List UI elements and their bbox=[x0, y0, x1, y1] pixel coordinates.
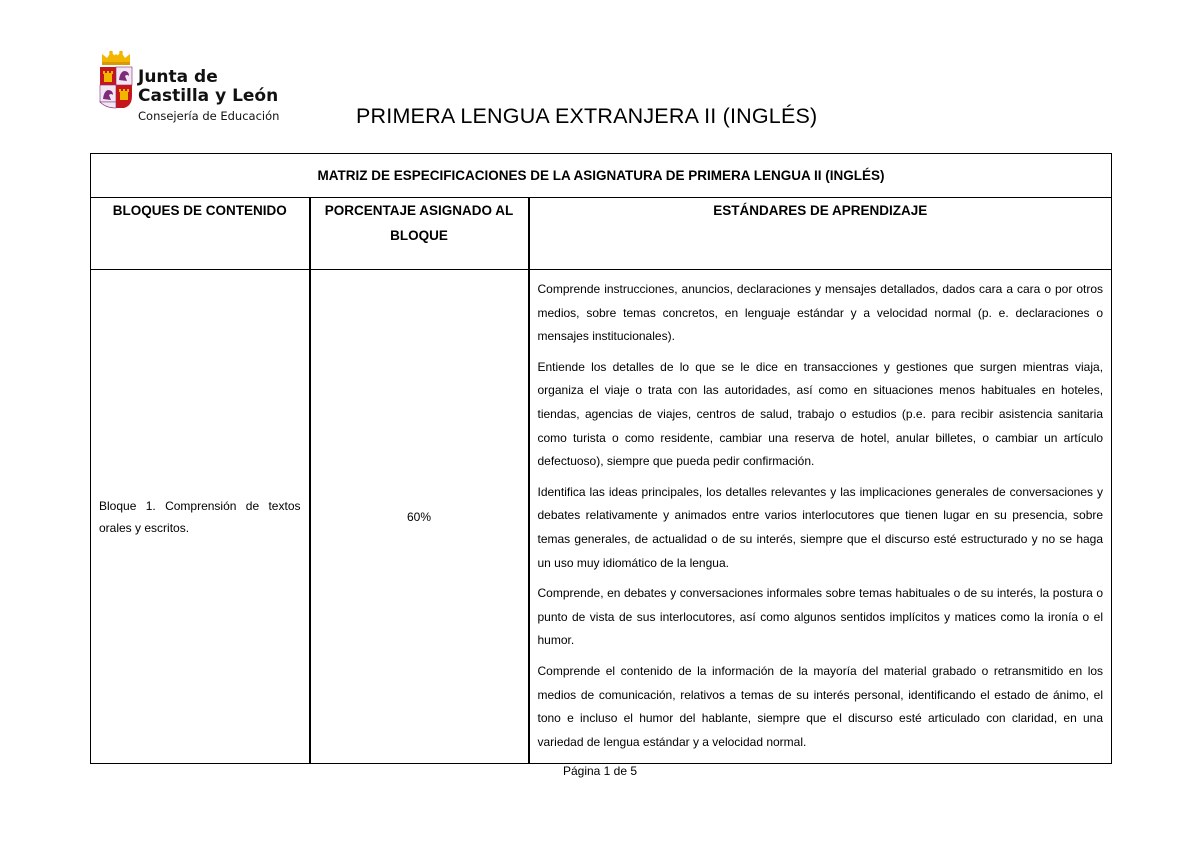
table-row bbox=[91, 270, 1112, 764]
column-header-percentage: PORCENTAJE ASIGNADO AL BLOQUE bbox=[310, 198, 529, 270]
column-header-standards: ESTÁNDARES DE APRENDIZAJE bbox=[529, 198, 1112, 270]
standard-item: Entiende los detalles de lo que se le dice en transacciones y gestiones que surgen mientras viaja, organiza el viaje o trata con las autoridades, así como en situaciones menos habituales en hoteles, tiendas, agencias de viajes, centros de salud, trabajo o estudios (p.e. para recibir asistencia sanitaria como turista o como residente, cambiar una reserva de hotel, anular billetes, o cambiar un artículo defectuoso), siempre que pueda pedir confirmación. bbox=[537, 359, 1104, 469]
standards-cell bbox=[529, 270, 1112, 764]
specifications-matrix bbox=[90, 153, 1112, 764]
logo-line-2: Castilla y León bbox=[138, 86, 279, 106]
block-cell: Bloque 1. Comprensión de textos orales y escritos. bbox=[91, 270, 310, 764]
standard-item: Comprende el contenido de la información de la mayoría del material grabado o retransmitido en los medios de comunicación, relativos a temas de su interés personal, identificando el estado de ánimo, el tono e incluso el humor del hablante, siempre que el discurso esté articulado con claridad, en una variedad de lengua estándar y a velocidad normal. bbox=[537, 663, 1104, 749]
standard-item: Comprende instrucciones, anuncios, declaraciones y mensajes detallados, dados cara a cara o por otros medios, sobre temas concretos, en lenguaje estándar y a velocidad normal (p. e. declaraciones o mensajes institucionales). bbox=[537, 282, 1104, 344]
coat-of-arms-icon bbox=[96, 50, 136, 114]
matrix-title: MATRIZ DE ESPECIFICACIONES DE LA ASIGNATURA DE PRIMERA LENGUA II (INGLÉS) bbox=[91, 154, 1112, 198]
standard-item: Comprende, en debates y conversaciones informales sobre temas habituales o de su interés, la postura o punto de vista de sus interlocutores, así como algunos sentidos implícitos y matices como la ironía o el humor. bbox=[537, 586, 1104, 648]
logo-line-1: Junta de bbox=[138, 67, 218, 87]
standard-item: Identifica las ideas principales, los detalles relevantes y las implicaciones generales de conversaciones y debates relativamente y animados entre varios interlocutores que tienen lugar en su presencia, sobre temas generales, de actualidad o de su interés, siempre que el discurso esté estructurado y no se haga un uso muy idiomático de la lengua. bbox=[537, 484, 1104, 570]
page-number: Página 1 de 5 bbox=[562, 764, 638, 778]
document-title: PRIMERA LENGUA EXTRANJERA II (INGLÉS) bbox=[356, 104, 818, 128]
percentage-cell: 60% bbox=[310, 270, 529, 764]
column-header-blocks: BLOQUES DE CONTENIDO bbox=[91, 198, 310, 270]
junta-logo bbox=[96, 50, 296, 130]
logo-line-3: Consejería de Educación bbox=[138, 109, 280, 123]
